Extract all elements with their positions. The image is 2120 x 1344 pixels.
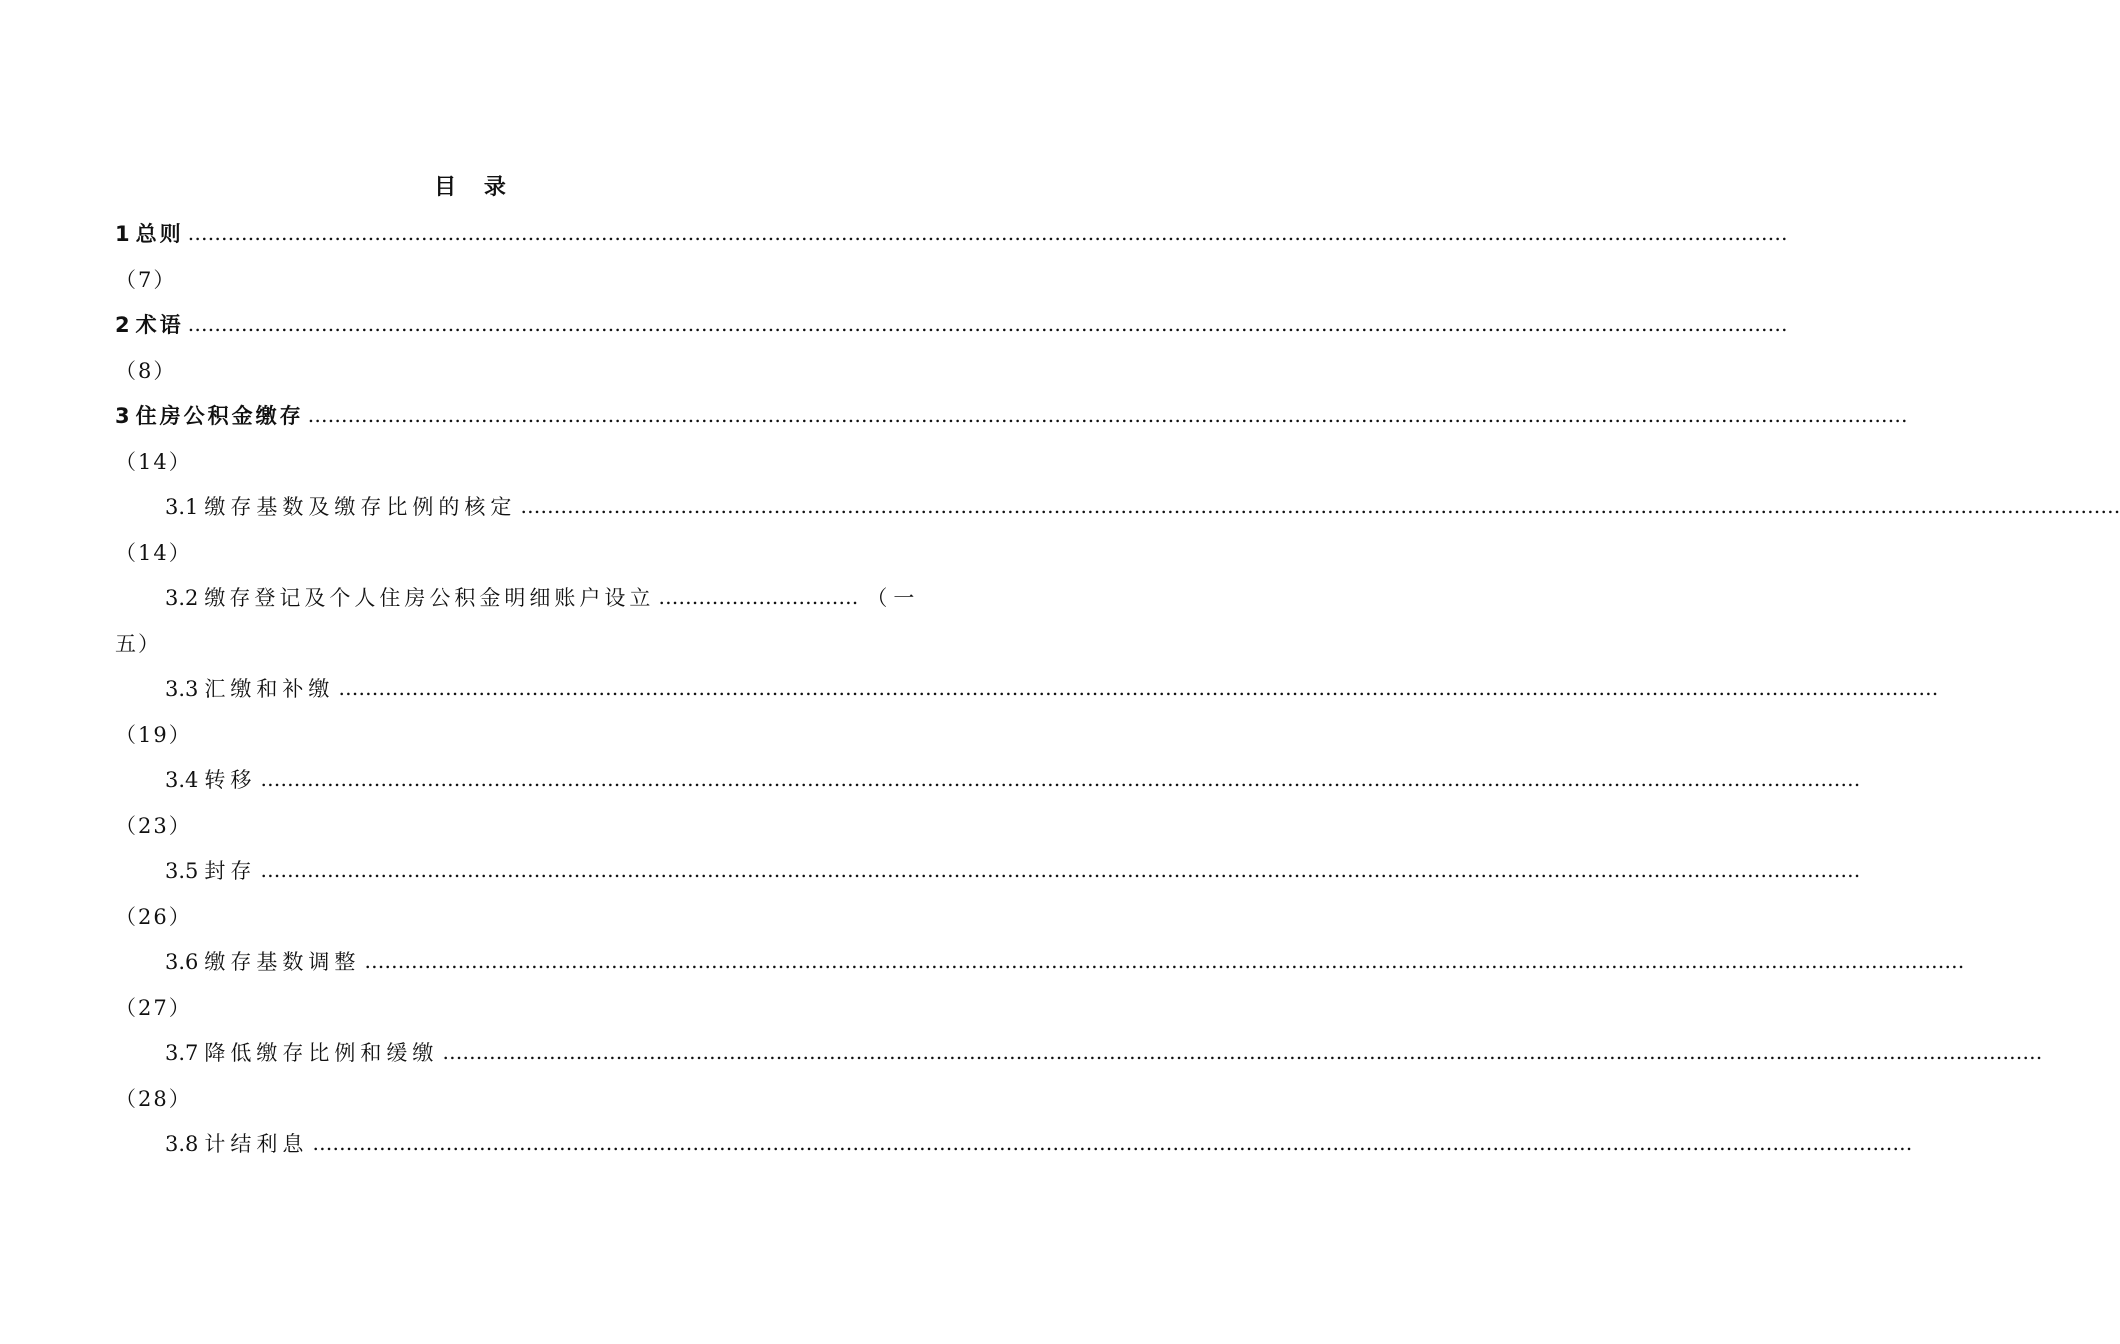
toc-page-number: （14）: [115, 450, 192, 474]
dot-leader: ……………………………………………………………………………………………………………………………………………………………………………………………………………………: [364, 949, 1965, 973]
toc-subentry[interactable]: [165, 762, 1861, 796]
toc-page-number-part: 五）: [115, 632, 161, 656]
toc-subentry[interactable]: [165, 1035, 2043, 1069]
toc-entry[interactable]: [115, 307, 1788, 341]
toc-entry-label: 3.6 缴存基数调整: [165, 950, 361, 974]
toc-page-number: （26）: [115, 905, 192, 929]
toc-entry-label: 3.5 封存: [165, 859, 257, 883]
toc-page-number: （27）: [115, 996, 192, 1020]
toc-entry-label: 3.2 缴存登记及个人住房公积金明细账户设立: [165, 586, 655, 610]
toc-entry[interactable]: [115, 216, 1788, 250]
toc-entry-label: 3.4 转移: [165, 768, 257, 792]
toc-entry-label: 3.8 计结利息: [165, 1132, 309, 1156]
toc-subentry[interactable]: [165, 944, 1965, 978]
toc-subentry[interactable]: [165, 580, 921, 614]
toc-page-number: （14）: [115, 541, 192, 565]
toc-entry-label: 3.7 降低缴存比例和缓缴: [165, 1041, 439, 1065]
dot-leader: ……………………………………………………………………………………………………………………………………………………………………………………………………………………: [338, 676, 1939, 700]
dot-leader: ……………………………………………………………………………………………………………………………………………………………………………………………………………………: [307, 403, 1908, 427]
toc-entry-label: 3.1 缴存基数及缴存比例的核定: [165, 495, 517, 519]
toc-entry-label: 2 术语: [115, 313, 184, 337]
toc-subentry[interactable]: [165, 671, 1939, 705]
toc-page-number: （7）: [115, 268, 177, 292]
dot-leader: ……………………………………………………………………………………………………………………………………………………………………………………………………………………: [442, 1040, 2043, 1064]
toc-entry-label: 3.3 汇缴和补缴: [165, 677, 335, 701]
dot-leader: ……………………………………………………………………………………………………………………………………………………………………………………………………………………: [312, 1131, 1913, 1155]
toc-subentry[interactable]: [165, 853, 1861, 887]
toc-page-number: （8）: [115, 359, 177, 383]
toc-subentry[interactable]: [165, 489, 2120, 523]
toc-page-number: （19）: [115, 723, 192, 747]
toc-title: 目 录: [434, 175, 516, 200]
dot-leader: ……………………………………………………………………………………………………………………………………………………………………………………………………………………: [260, 767, 1861, 791]
toc-entry[interactable]: [115, 398, 1908, 432]
dot-leader: ……………………………………………………………………………………………………………………………………………………………………………………………………………………: [520, 494, 2120, 518]
dot-leader: ……………………………………………………………………………………………………………………………………………………………………………………………………………………: [187, 221, 1788, 245]
dot-leader: …………………………: [658, 585, 859, 609]
toc-subentry[interactable]: [165, 1126, 1913, 1160]
dot-leader: ……………………………………………………………………………………………………………………………………………………………………………………………………………………: [260, 858, 1861, 882]
dot-leader: ……………………………………………………………………………………………………………………………………………………………………………………………………………………: [187, 312, 1788, 336]
toc-page-number: （28）: [115, 1087, 192, 1111]
toc-page-number: （23）: [115, 814, 192, 838]
toc-entry-label: 1 总则: [115, 222, 184, 246]
toc-entry-label: 3 住房公积金缴存: [115, 404, 304, 428]
toc-page-number-part: （一: [866, 586, 921, 610]
